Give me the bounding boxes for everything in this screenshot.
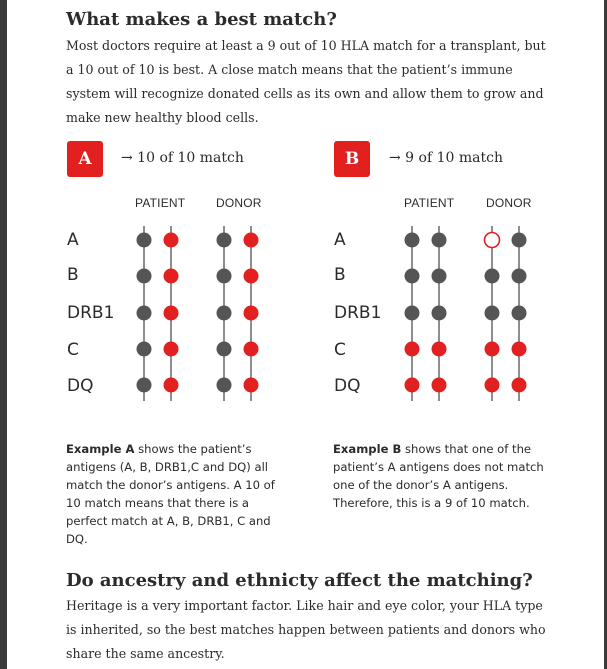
example-b-donor-allele-dot [485, 378, 500, 393]
example-b-donor-allele-dot [485, 233, 500, 248]
example-b-donor-allele-dot [512, 306, 527, 321]
example-a-donor-header: DONOR [216, 196, 262, 210]
example-b-row-label: DQ [334, 376, 361, 396]
example-b-patient-allele-dot [405, 306, 420, 321]
example-a-patient-allele-dot [137, 342, 152, 357]
example-b-donor-allele-dot [485, 306, 500, 321]
example-b-patient-allele-dot [405, 342, 420, 357]
example-a-donor-allele-dot [217, 269, 232, 284]
example-b-donor-allele-dot [512, 269, 527, 284]
example-b-patient-allele-dot [405, 269, 420, 284]
example-a-row-label: DQ [67, 376, 94, 396]
example-b-patient-allele-dot [405, 233, 420, 248]
example-b-donor-header: DONOR [486, 196, 532, 210]
example-b-donor-allele-dot [512, 342, 527, 357]
example-b-caption-text: shows that one of the patient’s A antigens does not match one of the donor’s A antigens. Therefore, this is a 9 of 10 match. [333, 442, 544, 510]
section-body-ancestry: Heritage is a very important factor. Like hair and eye color, your HLA type is inherited, so the best matches happen between patients and donors who share the same ancestry. [66, 598, 546, 661]
example-b-patient-allele-dot [432, 306, 447, 321]
example-a-donor-allele-dot [244, 269, 259, 284]
example-b-patient-allele-dot [405, 378, 420, 393]
example-b-caption [333, 440, 553, 512]
example-b-patient-allele-dot [432, 342, 447, 357]
example-a-row-label: A [67, 230, 79, 250]
example-a-patient-allele-dot [137, 378, 152, 393]
example-b-donor-allele-dot [512, 378, 527, 393]
example-b-patient-header: PATIENT [404, 196, 455, 210]
example-a-patient-allele-dot [137, 306, 152, 321]
example-a-donor-allele-dot [217, 306, 232, 321]
example-a-donor-allele-dot [244, 233, 259, 248]
example-b-donor-allele-dot [512, 233, 527, 248]
example-a-caption-text: shows the patient’s antigens (A, B, DRB1,C and DQ) all match the donor’s antigens. A 10 of 10 match means that there is a perfect match at A, B, DRB1, C and DQ. [66, 442, 275, 546]
example-b-row-label: A [334, 230, 346, 250]
example-a-patient-allele-dot [164, 233, 179, 248]
example-b-match-text: → 9 of 10 match [389, 150, 503, 166]
section-body-best-match: Most doctors require at least a 9 out of 10 HLA match for a transplant, but a 10 out of 10 is best. A close match means that the patient’s immune system will recognize donated cells as its own and allow them to grow and make new healthy blood cells. [66, 38, 546, 125]
example-a-patient-header: PATIENT [135, 196, 186, 210]
example-a-patient-allele-dot [164, 378, 179, 393]
example-a-donor-allele-dot [244, 378, 259, 393]
example-b-donor-allele-dot [485, 342, 500, 357]
example-b-row-label: C [334, 340, 346, 360]
section-title-best-match: What makes a best match? [66, 9, 337, 30]
example-a-donor-allele-dot [217, 378, 232, 393]
example-a-row-label: DRB1 [67, 303, 115, 323]
example-a-patient-allele-dot [137, 269, 152, 284]
example-a-patient-allele-dot [164, 342, 179, 357]
example-b-badge: B [334, 141, 370, 177]
example-a-donor-allele-dot [244, 306, 259, 321]
example-a-caption-bold: Example A [66, 442, 135, 456]
example-a-row-label: C [67, 340, 79, 360]
example-a-patient-allele-dot [164, 306, 179, 321]
example-a-patient-allele-dot [164, 269, 179, 284]
example-a-donor-allele-dot [217, 342, 232, 357]
example-a-match-text: → 10 of 10 match [121, 150, 244, 166]
example-b-row-label: DRB1 [334, 303, 382, 323]
example-b-patient-allele-dot [432, 269, 447, 284]
example-b-row-label: B [334, 265, 346, 285]
example-a-caption [66, 440, 286, 548]
example-b-caption-bold: Example B [333, 442, 402, 456]
example-b-donor-allele-dot [485, 269, 500, 284]
example-a-badge: A [67, 141, 103, 177]
example-b-patient-allele-dot [432, 233, 447, 248]
example-b-patient-allele-dot [432, 378, 447, 393]
example-a-patient-allele-dot [137, 233, 152, 248]
section-title-ancestry: Do ancestry and ethnicty affect the matching? [66, 570, 533, 591]
example-a-row-label: B [67, 265, 79, 285]
example-a-donor-allele-dot [244, 342, 259, 357]
example-a-donor-allele-dot [217, 233, 232, 248]
